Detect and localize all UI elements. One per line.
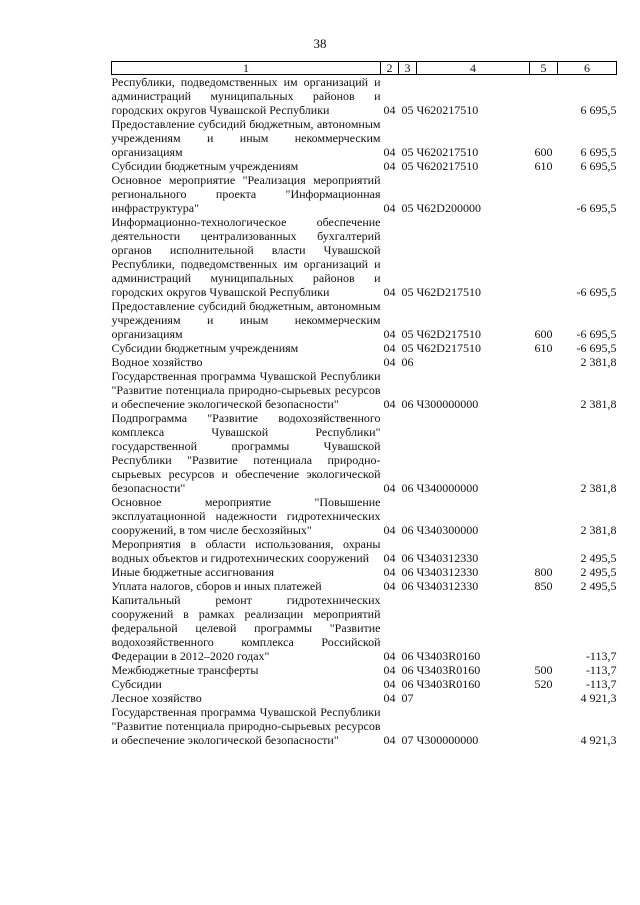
row-section: 04 [383, 551, 396, 565]
row-target-article: Ч62D217510 [416, 341, 481, 355]
col-header-expense-type: 5 [530, 62, 558, 75]
row-expense-type [530, 215, 558, 299]
row-subsection: 06 [401, 579, 414, 593]
row-amount: 2 381,8 [580, 523, 617, 537]
row-expense-type [530, 75, 558, 118]
row-amount: 2 381,8 [580, 355, 617, 369]
row-target-article: Ч340000000 [416, 481, 479, 495]
table-header-row [112, 62, 617, 75]
table-row [112, 705, 617, 747]
row-subsection: 06 [401, 397, 414, 411]
row-section: 04 [383, 565, 396, 579]
row-expense-type [530, 369, 558, 411]
row-subsection: 06 [401, 355, 414, 369]
row-amount: -113,7 [585, 649, 617, 663]
table-row [112, 593, 617, 663]
row-name: Субсидии [111, 677, 162, 691]
row-section: 04 [383, 159, 396, 173]
row-expense-type [530, 411, 558, 495]
table-row [112, 691, 617, 705]
row-subsection: 06 [401, 481, 414, 495]
row-section: 04 [383, 355, 396, 369]
row-section: 04 [383, 103, 396, 117]
col-header-section: 2 [381, 62, 399, 75]
row-target-article: Ч62D200000 [416, 201, 481, 215]
row-expense-type: 600 [534, 327, 553, 341]
row-section: 04 [383, 677, 396, 691]
row-subsection: 06 [401, 551, 414, 565]
row-expense-type: 600 [534, 145, 553, 159]
row-amount: -6 695,5 [576, 201, 617, 215]
row-name: Республики, подведомственных им организаций и администраций муниципальных районов и городских округов Чувашской Республики [111, 75, 381, 117]
row-section: 04 [383, 733, 396, 747]
row-subsection: 07 [401, 733, 414, 747]
row-amount: -113,7 [585, 663, 617, 677]
row-name: Государственная программа Чувашской Республики "Развитие потенциала природно-сырьевых ресурсов и обеспечение экологической безопасности" [111, 369, 381, 411]
row-expense-type: 610 [534, 159, 553, 173]
row-name: Субсидии бюджетным учреждениям [111, 341, 299, 355]
row-amount: 6 695,5 [580, 159, 617, 173]
col-header-amount: 6 [558, 62, 617, 75]
row-subsection: 05 [401, 327, 414, 341]
row-expense-type: 520 [534, 677, 553, 691]
row-target-article: Ч3403R0160 [416, 663, 481, 677]
row-target-article: Ч62D217510 [416, 327, 481, 341]
row-name: Основное мероприятие "Реализация мероприятий регионального проекта "Информационная инфраструктура" [111, 173, 381, 215]
row-target-article: Ч620217510 [416, 145, 479, 159]
table-row [112, 75, 617, 118]
row-expense-type: 610 [534, 341, 553, 355]
row-section: 04 [383, 579, 396, 593]
row-subsection: 05 [401, 145, 414, 159]
row-amount: -6 695,5 [576, 327, 617, 341]
row-subsection: 06 [401, 649, 414, 663]
row-expense-type [530, 691, 558, 705]
row-amount: 4 921,3 [580, 733, 617, 747]
table-body [112, 75, 617, 748]
row-name: Предоставление субсидий бюджетным, автономным учреждениям и иным некоммерческим организациям [111, 117, 381, 159]
budget-table [111, 61, 617, 747]
row-subsection: 05 [401, 201, 414, 215]
row-name: Водное хозяйство [111, 355, 203, 369]
row-amount: 2 495,5 [580, 579, 617, 593]
table-row [112, 355, 617, 369]
page-number: 38 [313, 36, 327, 51]
row-name: Межбюджетные трансферты [111, 663, 259, 677]
table-row [112, 677, 617, 691]
row-expense-type [530, 355, 558, 369]
row-amount: -6 695,5 [576, 341, 617, 355]
row-target-article: Ч620217510 [416, 103, 479, 117]
row-section: 04 [383, 201, 396, 215]
row-target-article: Ч620217510 [416, 159, 479, 173]
row-amount: 2 381,8 [580, 397, 617, 411]
row-amount: 2 495,5 [580, 551, 617, 565]
row-expense-type [530, 173, 558, 215]
table-row [112, 663, 617, 677]
row-target-article [417, 691, 530, 705]
row-amount: 2 495,5 [580, 565, 617, 579]
row-subsection: 06 [401, 523, 414, 537]
row-amount: 6 695,5 [580, 145, 617, 159]
row-target-article: Ч3403R0160 [416, 677, 481, 691]
row-name: Информационно-технологическое обеспечение деятельности централизованных бухгалтерий органов исполнительной власти Чувашской Республики, подведомственных им организаций и администраций муниципальных районов и городских округов Чувашской Республики [111, 215, 381, 299]
row-section: 04 [383, 145, 396, 159]
table-row [112, 117, 617, 159]
row-amount: -113,7 [585, 677, 617, 691]
row-name: Основное мероприятие "Повышение эксплуатационной надежности гидротехнических сооружений, в том числе бесхозяйных" [111, 495, 381, 537]
row-section: 04 [383, 285, 396, 299]
row-amount: 4 921,3 [580, 691, 617, 705]
table-row [112, 537, 617, 565]
row-section: 04 [383, 397, 396, 411]
row-amount: -6 695,5 [576, 285, 617, 299]
row-subsection: 05 [401, 341, 414, 355]
row-name: Государственная программа Чувашской Республики "Развитие потенциала природно-сырьевых ресурсов и обеспечение экологической безопасности" [111, 705, 381, 747]
table-row [112, 369, 617, 411]
table-row [112, 565, 617, 579]
row-target-article: Ч300000000 [416, 397, 479, 411]
row-target-article [417, 355, 530, 369]
row-expense-type [530, 537, 558, 565]
row-subsection: 05 [401, 159, 414, 173]
row-amount: 6 695,5 [580, 103, 617, 117]
table-row [112, 299, 617, 341]
row-target-article: Ч340312330 [416, 565, 479, 579]
row-section: 04 [383, 481, 396, 495]
row-section: 04 [383, 523, 396, 537]
row-subsection: 05 [401, 285, 414, 299]
row-target-article: Ч62D217510 [416, 285, 481, 299]
row-target-article: Ч340312330 [416, 551, 479, 565]
col-header-target-article: 4 [417, 62, 530, 75]
row-section: 04 [383, 663, 396, 677]
table-row [112, 411, 617, 495]
row-target-article: Ч340300000 [416, 523, 479, 537]
table-row [112, 215, 617, 299]
row-subsection: 07 [401, 691, 414, 705]
row-name: Капитальный ремонт гидротехнических сооружений в рамках реализации мероприятий федеральной целевой программы "Развитие водохозяйственного комплекса Российской Федерации в 2012–2020 годах" [111, 593, 381, 663]
table-row [112, 341, 617, 355]
row-name: Субсидии бюджетным учреждениям [111, 159, 299, 173]
table-row [112, 495, 617, 537]
row-name: Предоставление субсидий бюджетным, автономным учреждениям и иным некоммерческим организациям [111, 299, 381, 341]
row-name: Лесное хозяйство [111, 691, 202, 705]
row-target-article: Ч340312330 [416, 579, 479, 593]
row-expense-type [530, 705, 558, 747]
row-expense-type: 500 [534, 663, 553, 677]
row-expense-type: 800 [534, 565, 553, 579]
row-section: 04 [383, 327, 396, 341]
row-name: Иные бюджетные ассигнования [111, 565, 274, 579]
row-target-article: Ч3403R0160 [416, 649, 481, 663]
row-expense-type [530, 495, 558, 537]
row-section: 04 [383, 649, 396, 663]
row-section: 04 [383, 691, 396, 705]
row-name: Уплата налогов, сборов и иных платежей [111, 579, 322, 593]
row-section: 04 [383, 341, 396, 355]
table-row [112, 159, 617, 173]
row-subsection: 06 [401, 677, 414, 691]
row-subsection: 06 [401, 663, 414, 677]
row-target-article: Ч300000000 [416, 733, 479, 747]
row-expense-type [530, 593, 558, 663]
table-row [112, 173, 617, 215]
col-header-name: 1 [112, 62, 381, 75]
row-name: Подпрограмма "Развитие водохозяйственного комплекса Чувашской Республики" государственной программы Чувашской Республики "Развитие потенциала природно-сырьевых ресурсов и обеспечение экологической безопасности" [111, 411, 381, 495]
row-subsection: 05 [401, 103, 414, 117]
row-name: Мероприятия в области использования, охраны водных объектов и гидротехнических сооружений [111, 537, 381, 565]
row-amount: 2 381,8 [580, 481, 617, 495]
row-subsection: 06 [401, 565, 414, 579]
table-row [112, 579, 617, 593]
col-header-subsection: 3 [399, 62, 417, 75]
row-expense-type: 850 [534, 579, 553, 593]
